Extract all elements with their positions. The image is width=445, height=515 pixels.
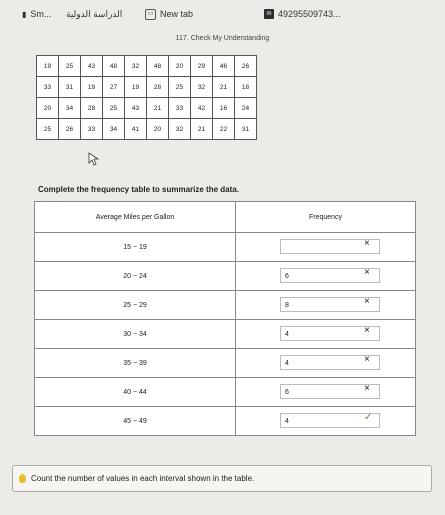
table-row	[35, 407, 416, 436]
close-icon: ×	[364, 383, 370, 394]
frequency-cell	[236, 320, 416, 349]
frequency-cell	[236, 262, 416, 291]
grid-cell: 29	[191, 56, 213, 77]
grid-cell: 20	[37, 98, 59, 119]
header-row	[35, 202, 416, 233]
grid-cell: 20	[147, 119, 169, 140]
frequency-cell	[236, 291, 416, 320]
grid-cell: 31	[59, 77, 81, 98]
frequency-cell	[236, 233, 416, 262]
interval-label: 45 − 49	[35, 407, 236, 436]
grid-cell: 25	[59, 56, 81, 77]
grid-cell: 34	[103, 119, 125, 140]
grid-cell: 25	[103, 98, 125, 119]
grid-cell: 43	[125, 98, 147, 119]
frequency-cell	[236, 378, 416, 407]
frequency-cell	[236, 407, 416, 436]
new-tab-icon: ▭	[145, 9, 156, 20]
tab-label: الدراسة الدولية	[66, 8, 123, 19]
close-icon: ×	[364, 325, 370, 336]
interval-label: 15 − 19	[35, 233, 236, 262]
m-icon: m	[264, 9, 274, 19]
grid-cell: 25	[169, 77, 191, 98]
grid-cell: 27	[103, 77, 125, 98]
column-header-range: Average Miles per Gallon	[35, 202, 236, 233]
page-icon: ▮	[22, 9, 27, 19]
checkmark-icon: ✓	[364, 412, 373, 423]
frequency-input[interactable]: 4	[280, 355, 380, 370]
interval-label: 25 − 29	[35, 291, 236, 320]
frequency-input[interactable]: 8	[280, 297, 380, 312]
grid-cell: 33	[37, 77, 59, 98]
grid-cell: 26	[235, 56, 257, 77]
grid-cell: 32	[125, 56, 147, 77]
frequency-table	[34, 201, 416, 436]
close-icon: ×	[364, 238, 370, 249]
grid-cell: 19	[81, 77, 103, 98]
frequency-cell	[236, 349, 416, 378]
interval-label: 40 − 44	[35, 378, 236, 407]
column-header-frequency: Frequency	[236, 202, 416, 233]
grid-cell: 46	[213, 56, 235, 77]
grid-cell: 32	[191, 77, 213, 98]
interval-label: 20 − 24	[35, 262, 236, 291]
lightbulb-icon	[19, 474, 26, 483]
mouse-pointer-icon	[88, 152, 100, 166]
grid-cell: 33	[169, 98, 191, 119]
grid-cell: 19	[125, 77, 147, 98]
grid-row	[37, 98, 257, 119]
table-row	[35, 378, 416, 407]
grid-cell: 18	[235, 77, 257, 98]
grid-cell: 20	[169, 56, 191, 77]
grid-row	[37, 56, 257, 77]
grid-cell: 31	[235, 119, 257, 140]
frequency-input[interactable]: 4	[280, 326, 380, 341]
data-grid	[36, 55, 257, 140]
hint-text: Count the number of values in each interval shown in the table.	[31, 474, 255, 483]
frequency-input[interactable]: 6	[280, 268, 380, 283]
tab-label: New tab	[160, 9, 194, 19]
frequency-input[interactable]: 4	[280, 413, 380, 428]
close-icon: ×	[364, 354, 370, 365]
tab-item-4[interactable]	[264, 9, 341, 19]
grid-cell: 42	[191, 98, 213, 119]
grid-cell: 25	[37, 119, 59, 140]
grid-cell: 28	[147, 77, 169, 98]
grid-cell: 28	[81, 98, 103, 119]
table-row	[35, 320, 416, 349]
tab-item-2[interactable]	[66, 9, 122, 20]
grid-cell: 21	[191, 119, 213, 140]
close-icon: ×	[364, 267, 370, 278]
grid-cell: 33	[81, 119, 103, 140]
section-title: 117. Check My Understanding	[175, 35, 270, 42]
frequency-input[interactable]: 6	[280, 384, 380, 399]
grid-row	[37, 77, 257, 98]
hint-bar[interactable]	[12, 465, 432, 492]
close-icon: ×	[364, 296, 370, 307]
tab-item-new-tab[interactable]	[145, 9, 193, 20]
grid-cell: 22	[213, 119, 235, 140]
grid-cell: 48	[103, 56, 125, 77]
table-row	[35, 349, 416, 378]
grid-cell: 21	[213, 77, 235, 98]
grid-cell: 19	[37, 56, 59, 77]
grid-cell: 32	[169, 119, 191, 140]
grid-cell: 41	[125, 119, 147, 140]
table-row	[35, 262, 416, 291]
tab-item-1[interactable]	[22, 9, 51, 19]
table-row	[35, 233, 416, 262]
interval-label: 30 − 34	[35, 320, 236, 349]
grid-cell: 48	[147, 56, 169, 77]
browser-bookmarks-bar	[0, 0, 445, 28]
grid-cell: 26	[59, 119, 81, 140]
grid-cell: 43	[81, 56, 103, 77]
grid-cell: 34	[59, 98, 81, 119]
grid-cell: 16	[213, 98, 235, 119]
table-row	[35, 291, 416, 320]
interval-label: 35 − 39	[35, 349, 236, 378]
grid-row	[37, 119, 257, 140]
grid-cell: 21	[147, 98, 169, 119]
tab-label: Sm...	[30, 9, 52, 19]
tab-label: 49295509743...	[278, 9, 341, 19]
grid-cell: 24	[235, 98, 257, 119]
instruction-text: Complete the frequency table to summarize the data.	[38, 185, 239, 194]
